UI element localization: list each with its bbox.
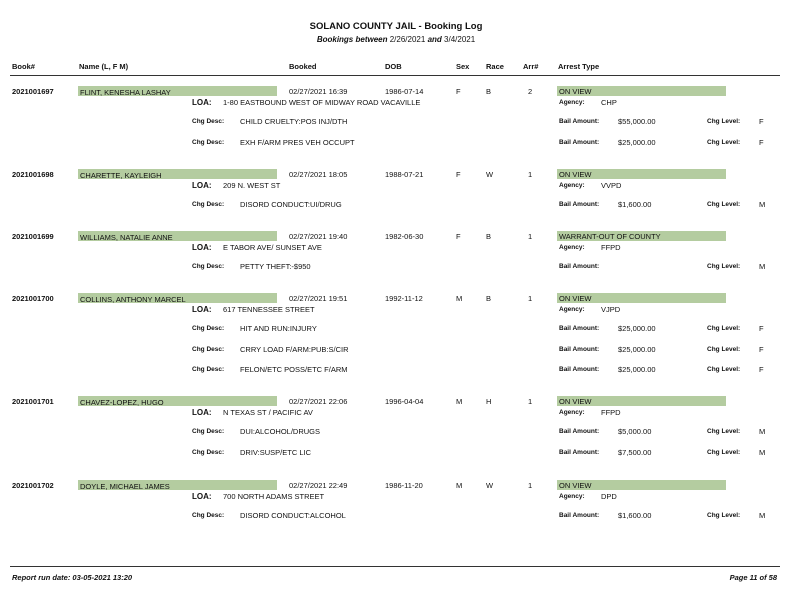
book-number: 2021001702 xyxy=(12,481,54,490)
date-of-birth: 1996-04-04 xyxy=(385,397,424,406)
chg-level-label: Chg Level: xyxy=(707,428,741,435)
booked-datetime: 02/27/2021 22:06 xyxy=(289,397,348,406)
location-of-arrest: 617 TENNESSEE STREET xyxy=(223,305,315,314)
charge-description: DISORD CONDUCT:UI/DRUG xyxy=(240,200,342,209)
report-title: SOLANO COUNTY JAIL - Booking Log xyxy=(309,21,483,32)
chg-desc-label: Chg Desc: xyxy=(192,512,225,519)
chg-desc-label: Chg Desc: xyxy=(192,263,225,270)
arrest-number: 2 xyxy=(528,87,533,96)
charge-level: M xyxy=(759,447,766,457)
agency: VJPD xyxy=(601,305,621,314)
col-book: Book# xyxy=(12,62,35,71)
loa-label: LOA: xyxy=(192,408,212,417)
date-of-birth: 1982-06-30 xyxy=(385,232,424,241)
chg-level-label: Chg Level: xyxy=(707,263,741,270)
book-number: 2021001697 xyxy=(12,87,54,96)
charge-description: DRIV:SUSP/ETC LIC xyxy=(240,447,311,457)
arrest-type: ON VIEW xyxy=(559,87,592,96)
agency: FFPD xyxy=(601,243,621,252)
chg-desc-label: Chg Desc: xyxy=(192,366,225,373)
location-of-arrest: 209 N. WEST ST xyxy=(223,181,281,190)
bail-amount-label: Bail Amount: xyxy=(559,366,600,373)
sex: F xyxy=(456,170,461,179)
agency: CHP xyxy=(601,98,617,107)
chg-desc-label: Chg Desc: xyxy=(192,345,225,353)
arrest-type: WARRANT-OUT OF COUNTY xyxy=(559,232,661,241)
chg-desc-label: Chg Desc: xyxy=(192,201,225,208)
chg-level-label: Chg Level: xyxy=(707,138,741,146)
col-booked: Booked xyxy=(289,62,317,71)
booked-datetime: 02/27/2021 22:49 xyxy=(289,481,348,490)
sex: M xyxy=(456,294,463,303)
col-arrest-type: Arrest Type xyxy=(558,62,600,71)
col-name: Name (L, F M) xyxy=(79,62,129,71)
book-number: 2021001700 xyxy=(12,294,54,303)
location-of-arrest: 1-80 EASTBOUND WEST OF MIDWAY ROAD VACAVILLE xyxy=(223,98,421,107)
charge-description: PETTY THEFT:-$950 xyxy=(240,262,311,271)
booked-datetime: 02/27/2021 19:51 xyxy=(289,294,348,303)
charge-level: F xyxy=(759,117,764,126)
bail-amount: $5,000.00 xyxy=(618,427,652,436)
bail-amount: $1,600.00 xyxy=(618,511,652,520)
subtitle-prefix: Bookings between xyxy=(316,35,388,44)
race: B xyxy=(486,87,492,96)
date-of-birth: 1986-07-14 xyxy=(385,87,424,96)
arrest-number: 1 xyxy=(528,397,533,406)
date-to: 3/4/2021 xyxy=(444,35,476,44)
bail-amount-label: Bail Amount: xyxy=(559,263,600,270)
arrest-number: 1 xyxy=(528,481,533,490)
inmate-name: WILLIAMS, NATALIE ANNE xyxy=(80,233,173,242)
bail-amount: $55,000.00 xyxy=(618,117,656,126)
agency: VVPD xyxy=(601,181,622,190)
bail-amount: $25,000.00 xyxy=(618,324,656,333)
chg-level-label: Chg Level: xyxy=(707,512,741,519)
arrest-number: 1 xyxy=(528,170,533,179)
inmate-name: CHARETTE, KAYLEIGH xyxy=(80,171,162,180)
location-of-arrest: E TABOR AVE/ SUNSET AVE xyxy=(223,243,322,252)
loa-label: LOA: xyxy=(192,243,212,252)
bail-amount-label: Bail Amount: xyxy=(559,325,600,332)
bail-amount: $25,000.00 xyxy=(618,365,656,374)
chg-desc-label: Chg Desc: xyxy=(192,138,225,146)
bail-amount: $25,000.00 xyxy=(618,137,656,147)
col-dob: DOB xyxy=(385,62,402,71)
arrest-type: ON VIEW xyxy=(559,170,592,179)
location-of-arrest: N TEXAS ST / PACIFIC AV xyxy=(223,408,313,417)
charge-level: F xyxy=(759,365,764,374)
chg-level-label: Chg Level: xyxy=(707,201,741,208)
subtitle-and: and xyxy=(427,35,442,44)
charge-description: DUI:ALCOHOL/DRUGS xyxy=(240,427,321,436)
arrest-number: 1 xyxy=(528,232,533,241)
charge-level: F xyxy=(759,344,764,354)
footer-divider xyxy=(10,566,780,567)
report-run-date: Report run date: 03-05-2021 13:20 xyxy=(12,573,133,582)
charge-level: F xyxy=(759,137,764,147)
arrest-number: 1 xyxy=(528,294,533,303)
inmate-name: DOYLE, MICHAEL JAMES xyxy=(80,482,170,491)
loa-label: LOA: xyxy=(192,181,212,190)
col-arr: Arr# xyxy=(523,62,539,71)
col-race: Race xyxy=(486,62,504,71)
chg-desc-label: Chg Desc: xyxy=(192,118,225,125)
col-sex: Sex xyxy=(456,62,470,71)
race: B xyxy=(486,294,492,303)
chg-level-label: Chg Level: xyxy=(707,325,741,332)
bail-amount: $7,500.00 xyxy=(618,447,652,457)
arrest-type: ON VIEW xyxy=(559,397,592,406)
location-of-arrest: 700 NORTH ADAMS STREET xyxy=(223,492,325,501)
chg-desc-label: Chg Desc: xyxy=(192,428,225,435)
date-of-birth: 1988-07-21 xyxy=(385,170,424,179)
race: H xyxy=(486,397,492,406)
charge-level: M xyxy=(759,511,766,520)
book-number: 2021001698 xyxy=(12,170,54,179)
charge-level: M xyxy=(759,200,766,209)
loa-label: LOA: xyxy=(192,98,212,107)
book-number: 2021001701 xyxy=(12,397,54,406)
charge-level: M xyxy=(759,262,766,271)
chg-level-label: Chg Level: xyxy=(707,118,741,125)
chg-level-label: Chg Level: xyxy=(707,345,741,353)
booked-datetime: 02/27/2021 19:40 xyxy=(289,232,348,241)
agency-label: Agency: xyxy=(559,182,585,189)
sex: F xyxy=(456,232,461,241)
arrest-type: ON VIEW xyxy=(559,294,592,303)
chg-level-label: Chg Level: xyxy=(707,366,741,373)
loa-label: LOA: xyxy=(192,492,212,501)
charge-level: F xyxy=(759,324,764,333)
header-divider xyxy=(10,75,780,76)
charge-description: HIT AND RUN:INJURY xyxy=(240,324,317,333)
bail-amount-label: Bail Amount: xyxy=(559,512,600,519)
agency-label: Agency: xyxy=(559,306,585,313)
bail-amount-label: Bail Amount: xyxy=(559,118,600,125)
date-from: 2/26/2021 xyxy=(389,35,426,44)
race: B xyxy=(486,232,492,241)
agency: DPD xyxy=(601,492,617,501)
agency: FFPD xyxy=(601,408,621,417)
book-number: 2021001699 xyxy=(12,232,54,241)
inmate-name: CHAVEZ-LOPEZ, HUGO xyxy=(80,398,164,407)
chg-desc-label: Chg Desc: xyxy=(192,448,225,456)
agency-label: Agency: xyxy=(559,409,585,416)
charge-description: FELON/ETC POSS/ETC F/ARM xyxy=(240,365,348,374)
inmate-name: COLLINS, ANTHONY MARCEL xyxy=(80,295,186,304)
sex: M xyxy=(456,481,463,490)
report-subtitle xyxy=(0,35,792,44)
race: W xyxy=(486,481,494,490)
charge-description: DISORD CONDUCT:ALCOHOL xyxy=(240,511,346,520)
page-number: Page 11 of 58 xyxy=(729,573,777,582)
charge-description: EXH F/ARM PRES VEH OCCUPT xyxy=(240,137,355,147)
bail-amount: $1,600.00 xyxy=(618,200,652,209)
arrest-type: ON VIEW xyxy=(559,481,592,490)
sex: F xyxy=(456,87,461,96)
bail-amount-label: Bail Amount: xyxy=(559,201,600,208)
booked-datetime: 02/27/2021 16:39 xyxy=(289,87,348,96)
bail-amount: $25,000.00 xyxy=(618,344,656,354)
charge-description: CHILD CRUELTY:POS INJ/DTH xyxy=(240,117,348,126)
bail-amount-label: Bail Amount: xyxy=(559,345,600,353)
agency-label: Agency: xyxy=(559,244,585,251)
race: W xyxy=(486,170,494,179)
loa-label: LOA: xyxy=(192,305,212,314)
agency-label: Agency: xyxy=(559,99,585,106)
chg-desc-label: Chg Desc: xyxy=(192,325,225,332)
agency-label: Agency: xyxy=(559,493,585,500)
date-of-birth: 1986-11-20 xyxy=(385,481,423,490)
bail-amount-label: Bail Amount: xyxy=(559,138,600,146)
chg-level-label: Chg Level: xyxy=(707,448,741,456)
sex: M xyxy=(456,397,463,406)
bail-amount-label: Bail Amount: xyxy=(559,428,600,435)
charge-level: M xyxy=(759,427,766,436)
date-of-birth: 1992-11-12 xyxy=(385,294,423,303)
booked-datetime: 02/27/2021 18:05 xyxy=(289,170,348,179)
bail-amount-label: Bail Amount: xyxy=(559,448,600,456)
charge-description: CRRY LOAD F/ARM:PUB:S/CIR xyxy=(240,344,349,354)
inmate-name: FLINT, KENESHA LASHAY xyxy=(80,88,171,97)
